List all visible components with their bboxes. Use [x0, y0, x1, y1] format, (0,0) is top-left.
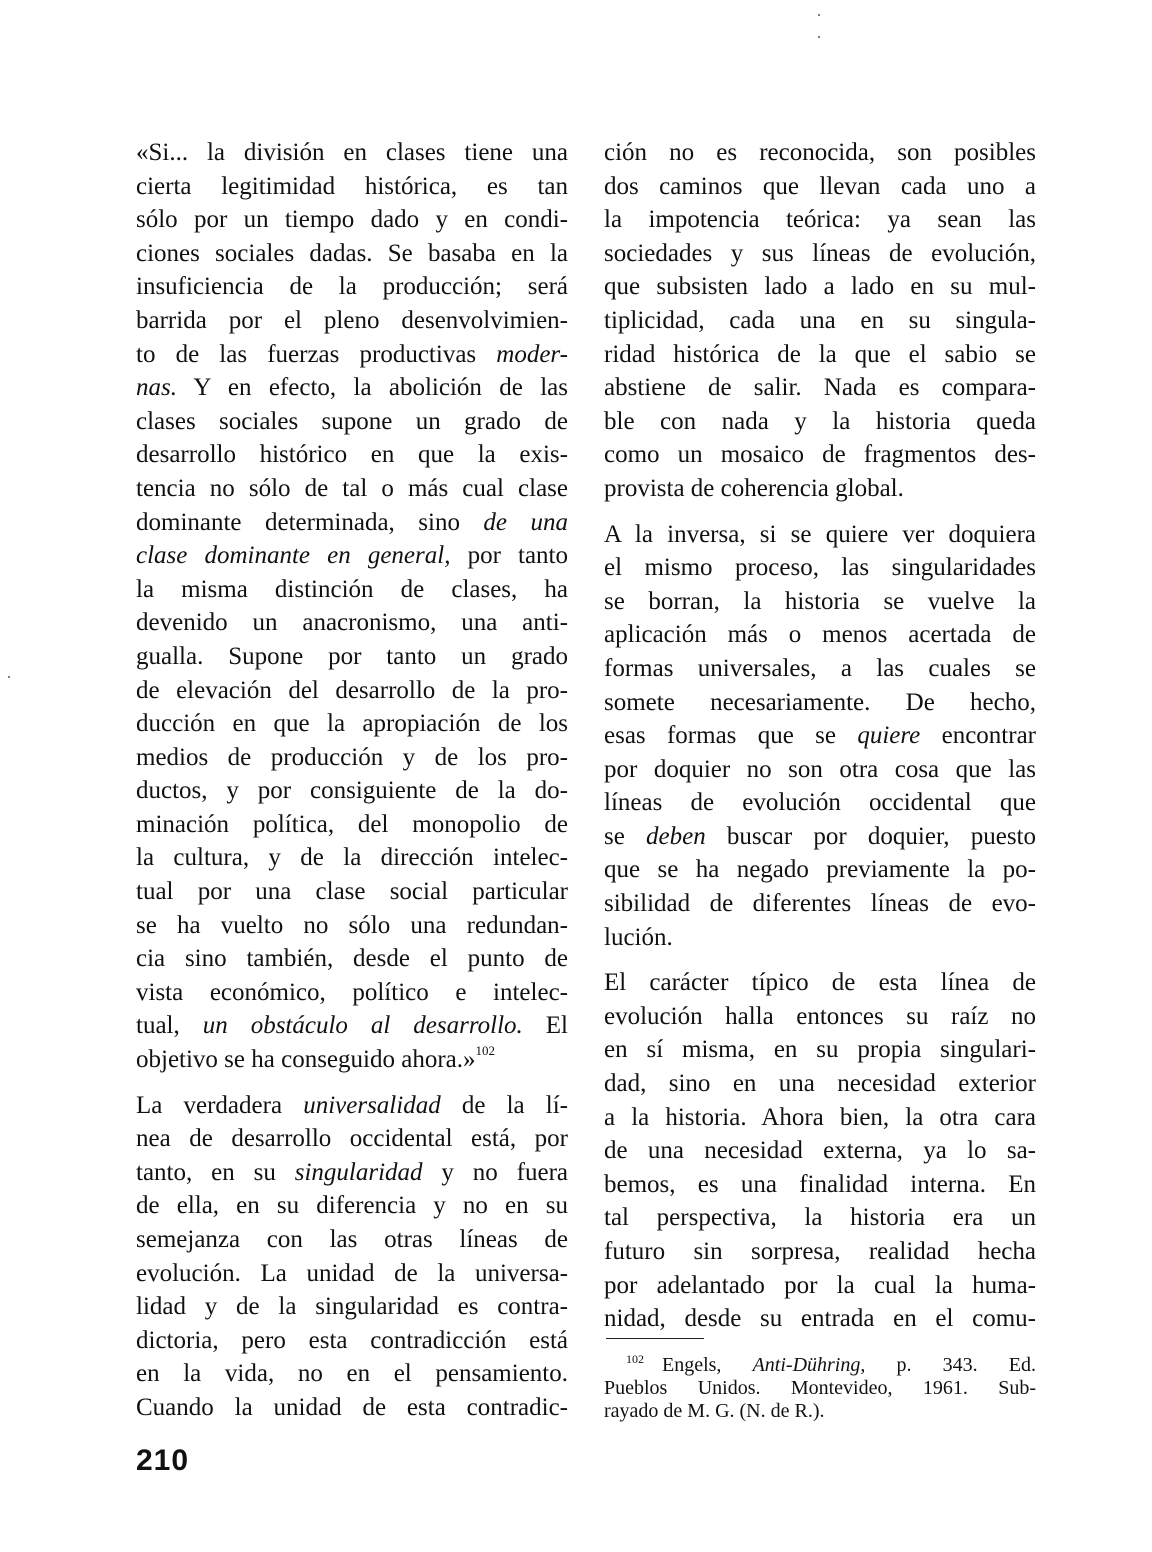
footnote-text: Engels, Anti-Dühring, p. 343. Ed.	[662, 1354, 1036, 1376]
text-line: to de las fuerzas productivas moder-	[136, 340, 568, 368]
text-line: abstiene de salir. Nada es compara-	[604, 374, 1036, 402]
text-line: en sí misma, en su propia singulari-	[604, 1036, 1036, 1064]
text-line: clases sociales supone un grado de	[136, 407, 568, 435]
body-paragraph	[604, 966, 1036, 1336]
text-line: tencia no sólo de tal o más cual clase	[136, 474, 568, 502]
text-line: provista de coherencia global.	[604, 474, 904, 502]
text-line: desarrollo histórico en que la exis-	[136, 441, 568, 469]
text-line: sociedades y sus líneas de evolución,	[604, 239, 1036, 267]
text-line: ridad histórica de la que el sabio se	[604, 340, 1036, 368]
text-line: A la inversa, si se quiere ver doquiera	[604, 520, 1036, 548]
text-line: lidad y de la singularidad es contra-	[136, 1293, 568, 1321]
text-line: gualla. Supone por tanto un grado	[136, 642, 568, 670]
text-line: insuficiencia de la producción; será	[136, 273, 568, 301]
text-line: nidad, desde su entrada en el comu-	[604, 1305, 1036, 1333]
text-line: se borran, la historia se vuelve la	[604, 587, 1036, 615]
footnote-reference: 102	[475, 1043, 495, 1059]
text-line: «Si... la división en clases tiene una	[136, 139, 568, 166]
text-line: dos caminos que llevan cada uno a	[604, 172, 1036, 200]
text-line: a la historia. Ahora bien, la otra cara	[604, 1103, 1036, 1131]
text-line: de elevación del desarrollo de la pro-	[136, 676, 568, 704]
body-paragraph	[604, 136, 1036, 506]
text-line: objetivo se ha conseguido ahora.»	[136, 1046, 476, 1074]
text-line: en la vida, no en el pensamiento.	[136, 1360, 568, 1388]
text-line: barrida por el pleno desenvolvimien-	[136, 306, 568, 334]
text-line: que subsisten lado a lado en su mul-	[604, 273, 1036, 301]
text-line: ciones sociales dadas. Se basaba en la	[136, 239, 568, 267]
text-line-with-footnote-ref	[136, 1043, 568, 1077]
text-line: tual por una clase social particular	[136, 878, 568, 906]
text-line: por doquier no son otra cosa que las	[604, 755, 1036, 783]
text-line: dominante determinada, sino de una	[136, 508, 568, 536]
scan-speck	[8, 676, 10, 678]
text-line: aplicación más o menos acertada de	[604, 621, 1036, 649]
text-line: nea de desarrollo occidental está, por	[136, 1125, 568, 1153]
page-number: 210	[136, 1444, 190, 1477]
text-line: evolución. La unidad de la universa-	[136, 1259, 568, 1287]
text-line: futuro sin sorpresa, realidad hecha	[604, 1238, 1036, 1265]
text-line: que se ha negado previamente la po-	[604, 856, 1036, 884]
text-line: tal perspectiva, la historia era un	[604, 1204, 1036, 1232]
footnote-line	[604, 1354, 1036, 1377]
text-line: sibilidad de diferentes líneas de evo-	[604, 890, 1036, 918]
footnote	[604, 1354, 1036, 1423]
text-line: cierta legitimidad histórica, es tan	[136, 172, 568, 200]
text-line: devenido un anacronismo, una anti-	[136, 609, 568, 637]
text-line: ducción en que la apropiación de los	[136, 710, 568, 738]
text-line: por adelantado por la cual la huma-	[604, 1271, 1036, 1299]
body-paragraph	[604, 518, 1036, 955]
text-line: la misma distinción de clases, ha	[136, 575, 568, 603]
text-line: se ha vuelto no sólo una redundan-	[136, 911, 568, 939]
footnote-line: rayado de M. G. (N. de R.).	[604, 1400, 825, 1422]
text-line: tual, un obstáculo al desarrollo. El	[136, 1012, 568, 1040]
text-line: semejanza con las otras líneas de	[136, 1226, 568, 1253]
right-column	[604, 136, 1036, 1348]
text-line: somete necesariamente. De hecho,	[604, 688, 1036, 716]
text-line: dad, sino en una necesidad exterior	[604, 1070, 1036, 1098]
text-line: formas universales, a las cuales se	[604, 654, 1036, 682]
scan-speck	[818, 36, 820, 38]
text-line: cia sino también, desde el punto de	[136, 945, 568, 973]
text-line: esas formas que se quiere encontrar	[604, 722, 1036, 750]
text-line: como un mosaico de fragmentos des-	[604, 441, 1036, 469]
text-line: medios de producción y de los pro-	[136, 743, 568, 771]
left-column	[136, 136, 568, 1437]
footnote-divider	[606, 1338, 704, 1339]
text-line: evolución halla entonces su raíz no	[604, 1002, 1036, 1030]
text-line: líneas de evolución occidental que	[604, 789, 1036, 817]
text-line: de ella, en su diferencia y no en su	[136, 1192, 568, 1220]
text-line: Cuando la unidad de esta contradic-	[136, 1393, 568, 1421]
text-line: tanto, en su singularidad y no fuera	[136, 1158, 568, 1186]
footnote-number: 102	[626, 1352, 644, 1366]
scan-speck	[818, 14, 820, 16]
text-line: lución.	[604, 923, 673, 951]
text-line: clase dominante en general, por tanto	[136, 542, 568, 570]
body-paragraph	[136, 1089, 568, 1425]
text-line: dictoria, pero esta contradicción está	[136, 1326, 568, 1354]
text-line: sólo por un tiempo dado y en condi-	[136, 206, 568, 234]
text-line: minación política, del monopolio de	[136, 810, 568, 838]
text-line: La verdadera universalidad de la lí-	[136, 1091, 568, 1119]
text-line: la impotencia teórica: ya sean las	[604, 206, 1036, 234]
text-line: bemos, es una finalidad interna. En	[604, 1170, 1036, 1198]
text-line: vista económico, político e intelec-	[136, 978, 568, 1006]
text-line: el mismo proceso, las singularidades	[604, 554, 1036, 582]
text-line: ble con nada y la historia queda	[604, 407, 1036, 435]
text-line: El carácter típico de esta línea de	[604, 969, 1036, 997]
text-line: nas. Y en efecto, la abolición de las	[136, 374, 568, 402]
text-line: ductos, y por consiguiente de la do-	[136, 777, 568, 805]
text-line: tiplicidad, cada una en su singula-	[604, 306, 1036, 334]
text-line: de una necesidad externa, ya lo sa-	[604, 1137, 1036, 1165]
text-line: ción no es reconocida, son posibles	[604, 139, 1036, 166]
text-line: se deben buscar por doquier, puesto	[604, 822, 1036, 850]
text-line: la cultura, y de la dirección intelec-	[136, 844, 568, 872]
footnote-line: Pueblos Unidos. Montevideo, 1961. Sub-	[604, 1377, 1036, 1399]
quote-paragraph	[136, 136, 568, 1077]
